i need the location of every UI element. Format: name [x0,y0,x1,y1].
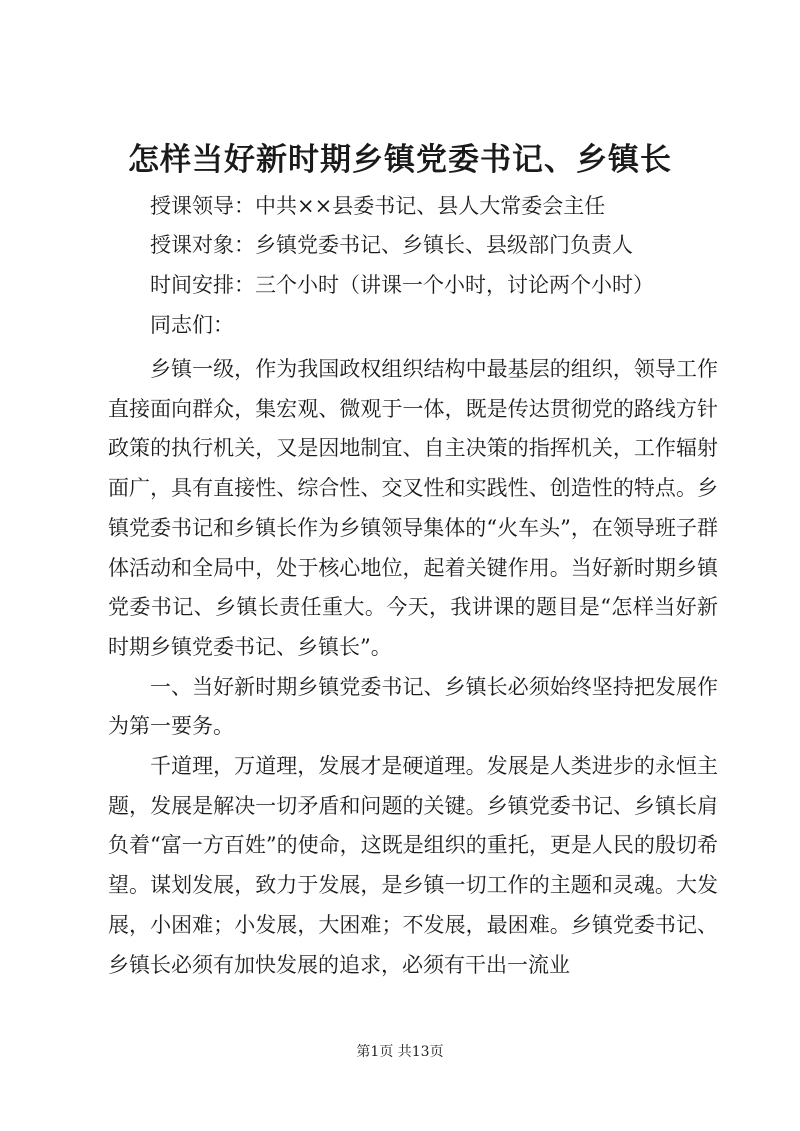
paragraph-development: 千道理，万道理，发展才是硬道理。发展是人类进步的永恒主题，发展是解决一切矛盾和问题的关键。乡镇党委书记、乡镇长肩负着“富一方百姓”的使命，这既是组织的重托，更是人民的殷切希望。谋划发展，致力于发展，是乡镇一切工作的主题和灵魂。大发展，小困难；小发展，大困难；不发展，最困难。乡镇党委书记、乡镇长必须有加快发展的追求，必须有干出一流业 [108,754,718,977]
document-title: 怎样当好新时期乡镇党委书记、乡镇长 [128,142,672,178]
document-body [108,350,718,985]
paragraph-section-heading: 一、当好新时期乡镇党委书记、乡镇长必须始终坚持把发展作为第一要务。 [108,674,718,739]
paragraph-intro: 乡镇一级，作为我国政权组织结构中最基层的组织，领导工作直接面向群众，集宏观、微观于一体，既是传达贯彻党的路线方针政策的执行机关，又是因地制宜、自主决策的指挥机关，工作辐射面广，具有直接性、综合性、交叉性和实践性、创造性的特点。乡镇党委书记和乡镇长作为乡镇领导集体的“火车头”，在领导班子群体活动和全局中，处于核心地位，起着关键作用。当好新时期乡镇党委书记、乡镇长责任重大。今天，我讲课的题目是“怎样当好新时期乡镇党委书记、乡镇长”。 [108,357,718,659]
audience-line: 授课对象：乡镇党委书记、乡镇长、县级部门负责人 [150,233,633,257]
schedule-line: 时间安排：三个小时（讲课一个小时，讨论两个小时） [150,273,654,297]
page-number-footer: 第1页 共13页 [356,1044,444,1060]
salutation-line: 同志们： [150,313,234,337]
instructor-line: 授课领导：中共××县委书记、县人大常委会主任 [150,194,606,218]
